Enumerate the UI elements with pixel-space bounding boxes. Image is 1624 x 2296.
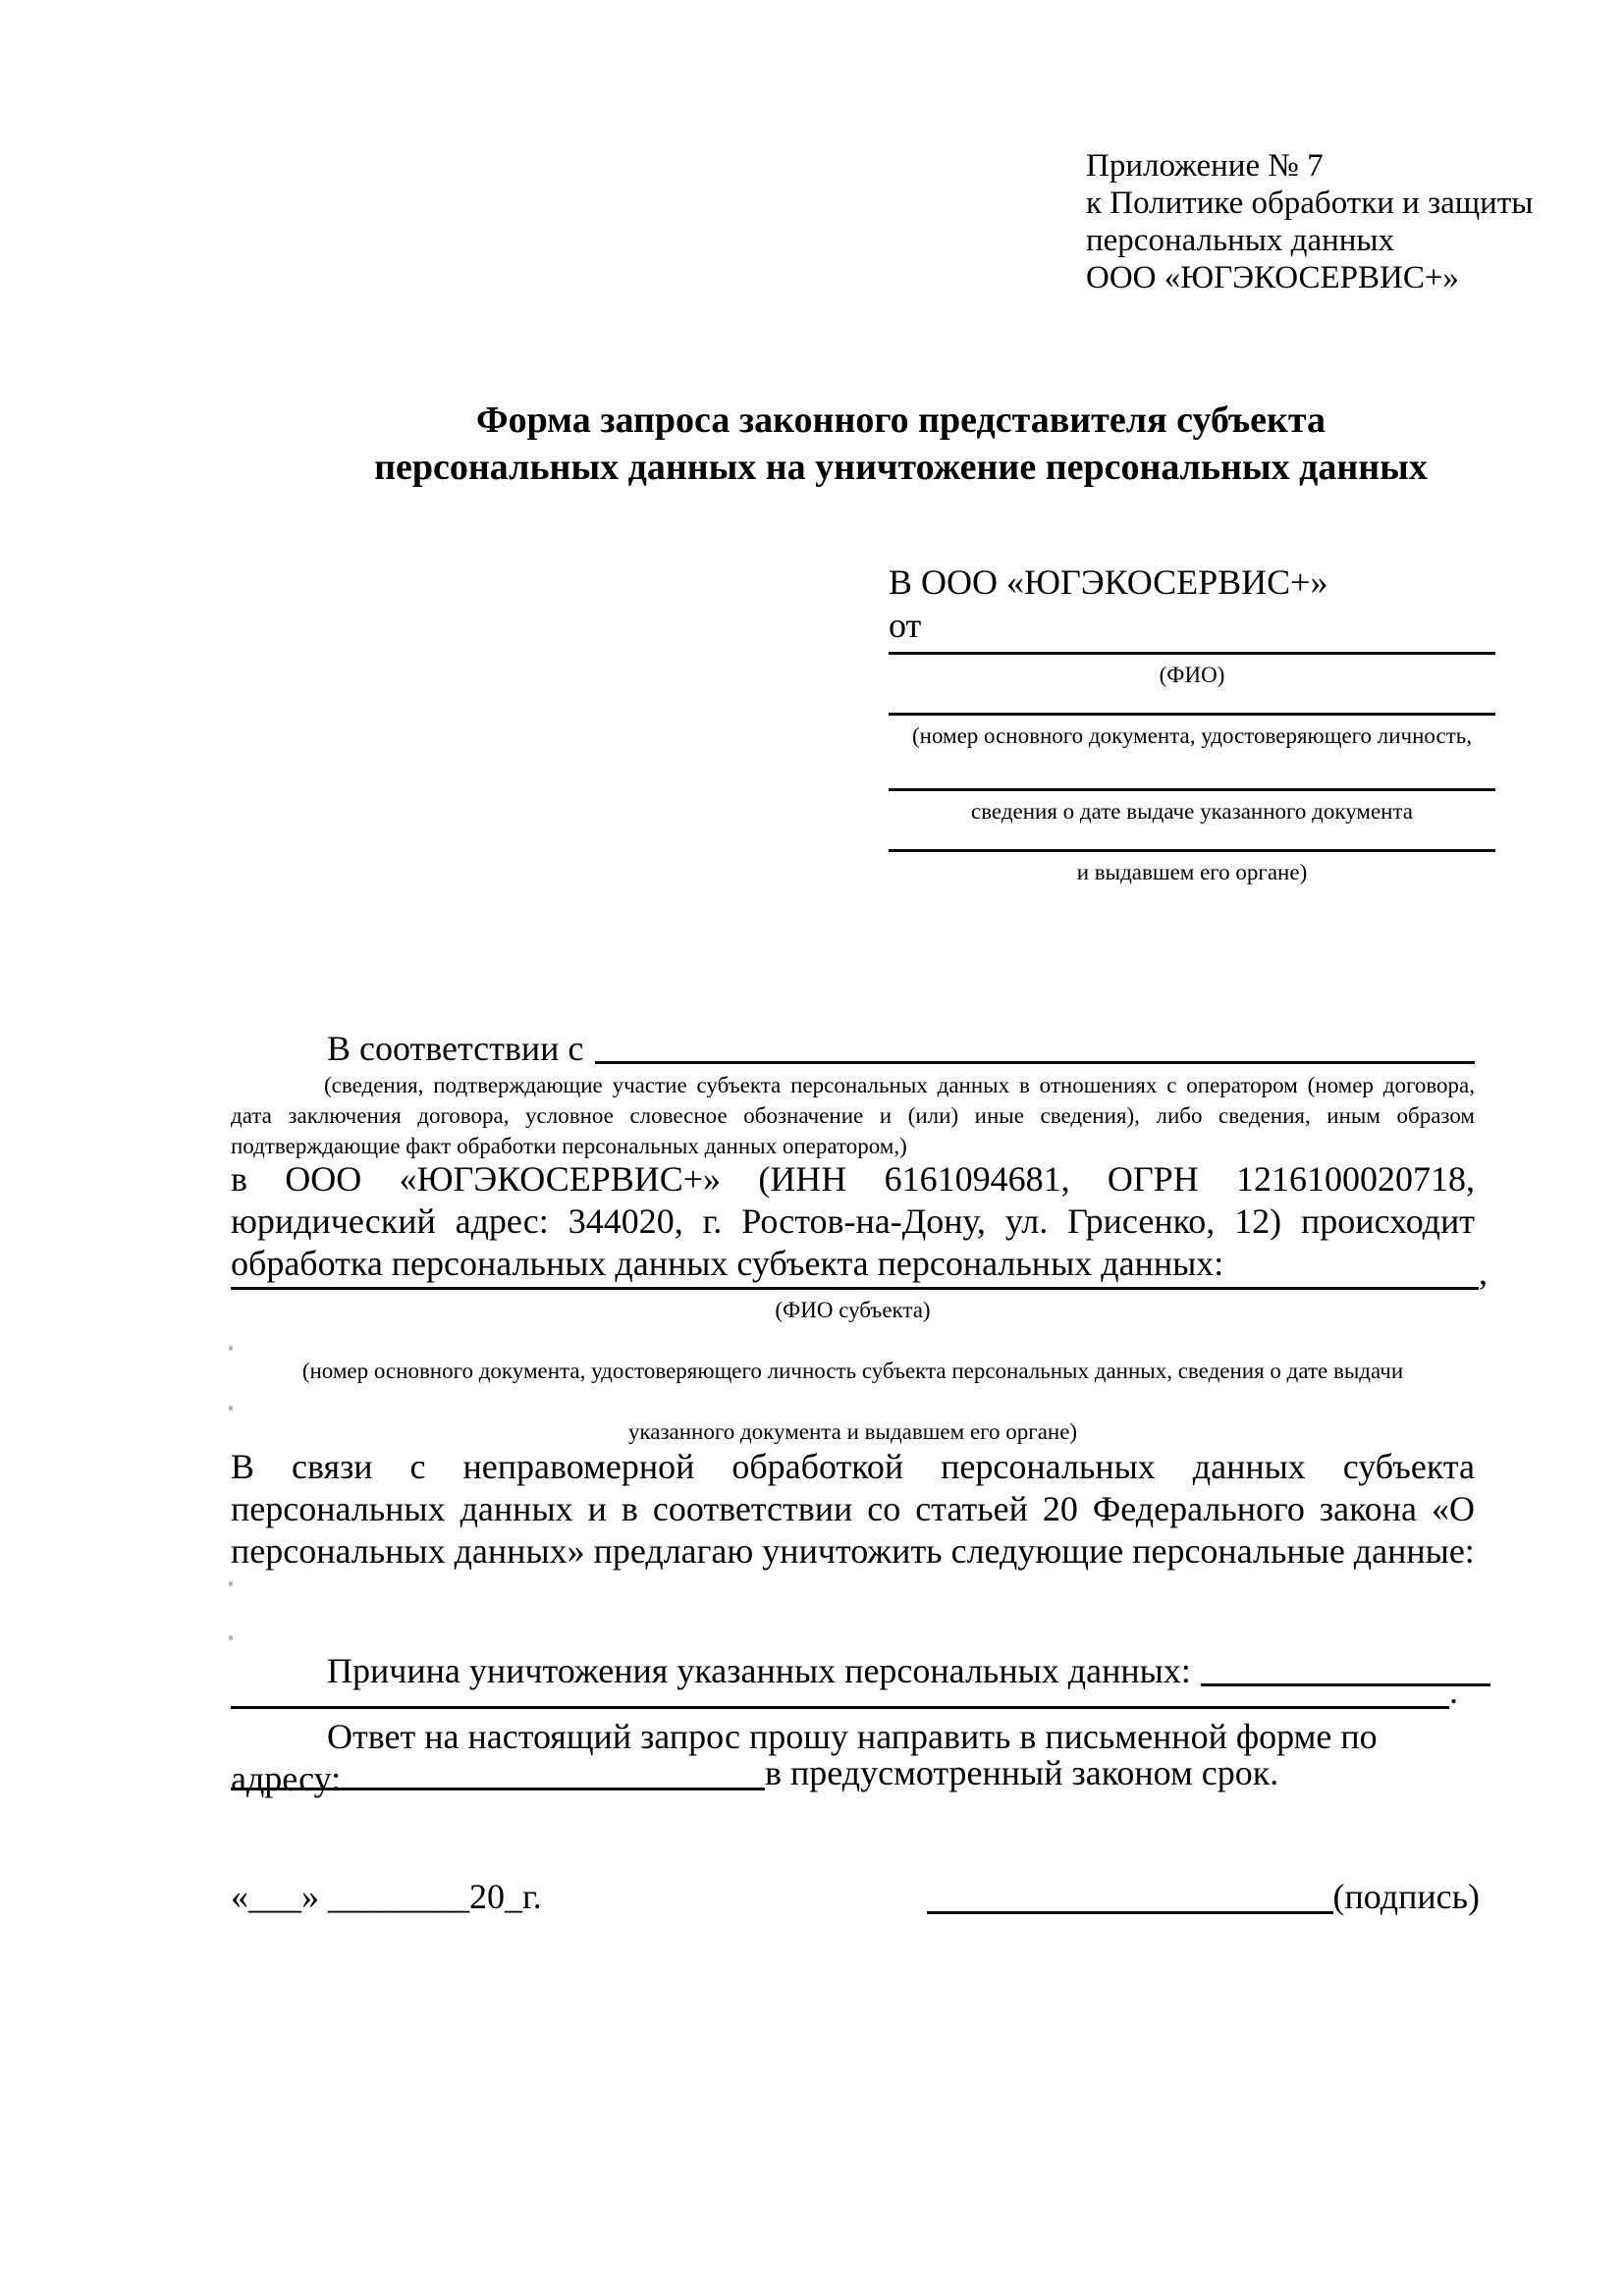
faint-dot <box>229 1635 233 1640</box>
signature-blank-line <box>927 1911 1333 1914</box>
faint-dot <box>229 1581 233 1586</box>
document-number-caption: (номер основного документа, удостоверяющего личность, <box>911 723 1472 748</box>
issuing-authority-blank-line <box>889 849 1495 852</box>
comma-mark: , <box>1479 1253 1488 1292</box>
operator-paragraph: в ООО «ЮГЭКОСЕРВИС+» (ИНН 6161094681, ОГРН 1216100020718, юридический адрес: 344020, г. Ростов-на-Дону, ул. Грисенко, 12) происходит обработка персональных данных субъекта персональных данных: <box>231 1159 1475 1283</box>
accordance-note: (сведения, подтверждающие участие субъекта персональных данных в отношениях с оператором (номер договора, дата заключения договора, условное словесное обозначение и (или) иные сведения), либо сведения, иным образом подтверждающие факт обработки персональных данных оператором,) <box>231 1073 1475 1158</box>
subject-document-caption-1: (номер основного документа, удостоверяющего личность субъекта персональных данных, сведения о дате выдачи <box>301 1359 1404 1383</box>
footer-row <box>231 1879 1480 1918</box>
accordance-blank-line <box>595 1061 1475 1064</box>
faint-dot <box>229 1346 233 1351</box>
reason-prefix: Причина уничтожения указанных персональных данных: <box>327 1651 1191 1690</box>
document-title-line: Форма запроса законного представителя субъекта <box>475 400 1326 441</box>
answer-line: Ответ на настоящий запрос прошу направить в письменной форме по адресу: <box>231 1717 1378 1798</box>
appendix-header-line: персональных данных <box>1086 223 1395 258</box>
subject-fio-blank-line <box>231 1287 1479 1290</box>
document-title <box>327 397 1475 491</box>
issuing-authority-caption: и выдавшем его органе) <box>1076 860 1308 884</box>
period-mark: . <box>1449 1672 1458 1711</box>
signature-caption: (подпись) <box>1332 1877 1480 1916</box>
appendix-header-line: к Политике обработки и защиты <box>1086 186 1534 221</box>
addressee-from: от <box>889 606 922 645</box>
accordance-row <box>231 1027 1475 1070</box>
fio-blank-line <box>889 652 1495 655</box>
issue-date-blank-line <box>889 788 1495 791</box>
issue-date-caption: сведения о дате выдаче указанного документа <box>970 799 1414 824</box>
address-blank-line <box>231 1788 765 1790</box>
term-text: в предусмотренный законом срок. <box>765 1753 1279 1792</box>
date-line: «___» ________20_г. <box>231 1877 542 1916</box>
subject-fio-row <box>231 1253 1488 1294</box>
faint-dot <box>229 1406 233 1411</box>
reason-continuation-blank-line <box>231 1706 1449 1709</box>
appendix-header-line: ООО «ЮГЭКОСЕРВИС+» <box>1086 260 1459 295</box>
reason-continuation-row <box>231 1672 1458 1713</box>
document-title-line: персональных данных на уничтожение персональных данных <box>374 447 1428 488</box>
appendix-header <box>1086 147 1533 296</box>
subject-fio-caption: (ФИО субъекта) <box>775 1298 931 1322</box>
demand-paragraph: В связи с неправомерной обработкой персональных данных субъекта персональных данных и в соответствии со статьей 20 Федерального закона «О персональных данных» предлагаю уничтожить следующие персональные данные: <box>231 1447 1475 1571</box>
document-number-blank-line <box>889 713 1495 716</box>
accordance-prefix: В соответствии с <box>327 1029 584 1068</box>
addressee-to: В ООО «ЮГЭКОСЕРВИС+» <box>889 562 1328 602</box>
fio-caption: (ФИО) <box>1159 663 1225 687</box>
appendix-header-line: Приложение № 7 <box>1086 148 1324 184</box>
subject-document-caption-2: указанного документа и выдавшем его органе) <box>627 1419 1078 1444</box>
